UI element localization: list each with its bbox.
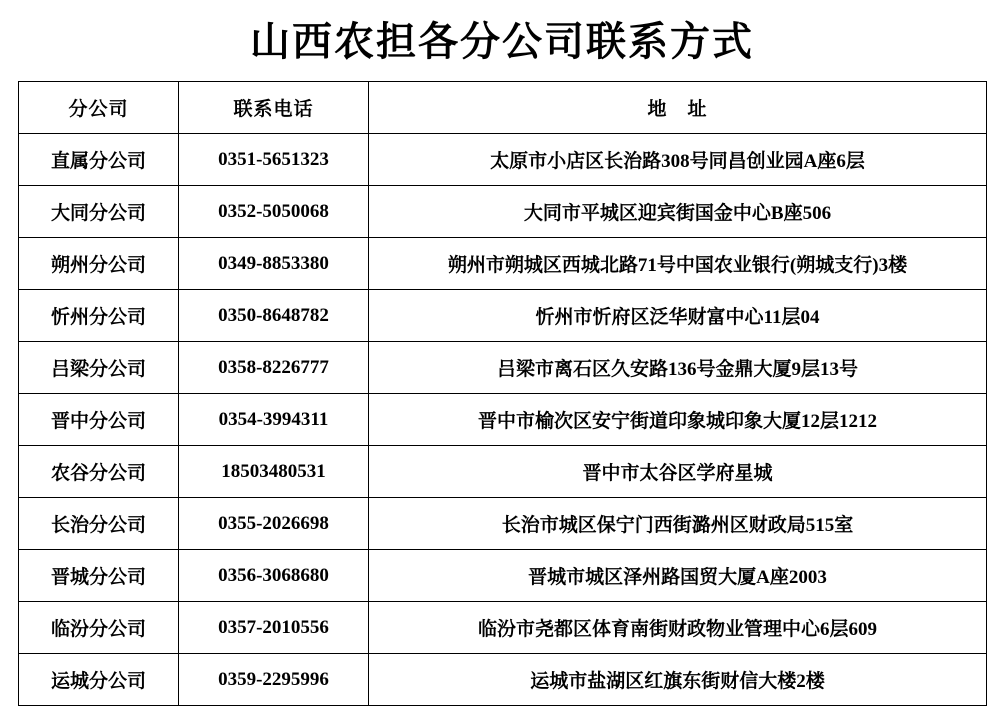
branch-contact-table [18,81,987,706]
cell-address: 晋中市太谷区学府星城 [369,446,987,498]
cell-phone: 0352-5050068 [179,186,369,238]
cell-phone: 0355-2026698 [179,498,369,550]
page-title: 山西农担各分公司联系方式 [250,19,754,64]
table-row [19,446,987,498]
cell-address: 太原市小店区长治路308号同昌创业园A座6层 [369,134,987,186]
cell-phone: 0358-8226777 [179,342,369,394]
cell-address: 大同市平城区迎宾街国金中心B座506 [369,186,987,238]
table-row [19,550,987,602]
cell-branch: 吕梁分公司 [19,342,179,394]
cell-address: 吕梁市离石区久安路136号金鼎大厦9层13号 [369,342,987,394]
cell-address: 长治市城区保宁门西街潞州区财政局515室 [369,498,987,550]
column-header-address: 地 址 [369,82,987,134]
cell-branch: 朔州分公司 [19,238,179,290]
cell-branch: 农谷分公司 [19,446,179,498]
table-row [19,498,987,550]
table-row [19,394,987,446]
cell-phone: 0354-3994311 [179,394,369,446]
cell-branch: 直属分公司 [19,134,179,186]
cell-phone: 0357-2010556 [179,602,369,654]
table-row [19,238,987,290]
column-header-branch: 分公司 [19,82,179,134]
cell-address: 忻州市忻府区泛华财富中心11层04 [369,290,987,342]
table-row [19,602,987,654]
cell-phone: 0351-5651323 [179,134,369,186]
cell-phone: 0349-8853380 [179,238,369,290]
cell-phone: 18503480531 [179,446,369,498]
table-row [19,342,987,394]
cell-address: 运城市盐湖区红旗东街财信大楼2楼 [369,654,987,706]
cell-branch: 长治分公司 [19,498,179,550]
cell-address: 朔州市朔城区西城北路71号中国农业银行(朔城支行)3楼 [369,238,987,290]
document-page [0,10,1004,713]
cell-address: 晋城市城区泽州路国贸大厦A座2003 [369,550,987,602]
cell-branch: 大同分公司 [19,186,179,238]
table-row [19,290,987,342]
cell-branch: 临汾分公司 [19,602,179,654]
cell-branch: 运城分公司 [19,654,179,706]
cell-address: 晋中市榆次区安宁街道印象城印象大厦12层1212 [369,394,987,446]
column-header-phone: 联系电话 [179,82,369,134]
cell-phone: 0359-2295996 [179,654,369,706]
cell-address: 临汾市尧都区体育南街财政物业管理中心6层609 [369,602,987,654]
cell-phone: 0350-8648782 [179,290,369,342]
table-header-row [19,82,987,134]
cell-branch: 忻州分公司 [19,290,179,342]
table-row [19,654,987,706]
cell-branch: 晋中分公司 [19,394,179,446]
cell-branch: 晋城分公司 [19,550,179,602]
cell-phone: 0356-3068680 [179,550,369,602]
table-row [19,186,987,238]
table-row [19,134,987,186]
